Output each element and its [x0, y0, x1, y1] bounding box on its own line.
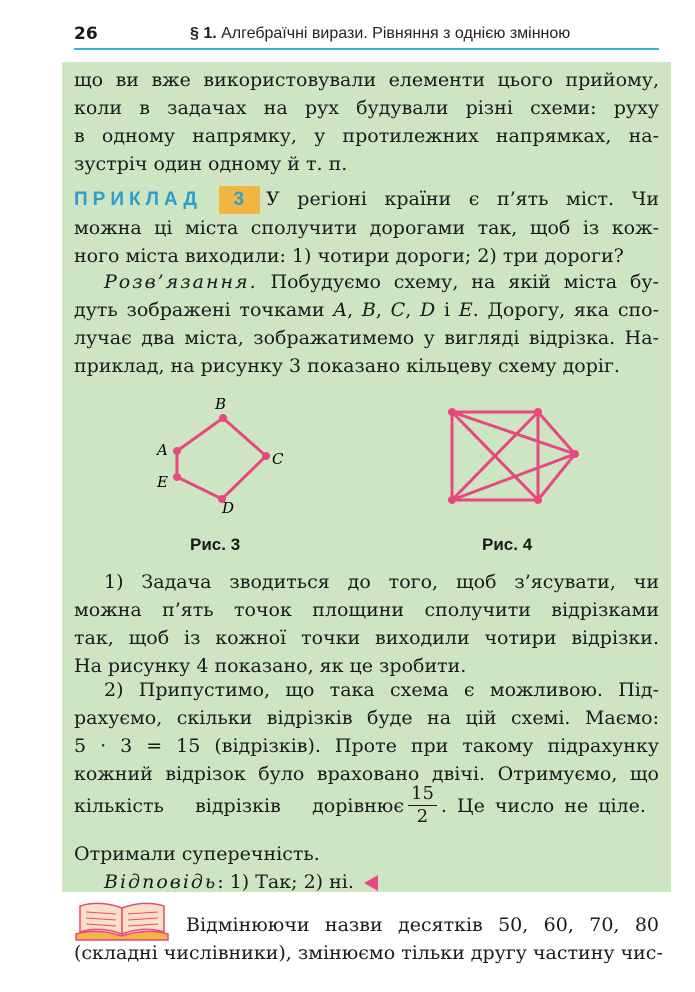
part1-line: можна п’ять точок площини сполучити відрізками [74, 599, 659, 621]
figure-3-ring-diagram [150, 395, 300, 520]
part2-last-line: Отримали суперечність. [74, 843, 320, 865]
answer-text: : 1) Так; 2) ні. [217, 871, 354, 893]
graph-vertex [571, 450, 579, 458]
graph-vertex [448, 496, 456, 504]
point-b: B [361, 299, 376, 321]
note-line: (складні числівники), змінюємо тільки другу частину чис- [74, 942, 663, 964]
answer-line [74, 868, 659, 896]
city-point-c [262, 452, 270, 460]
solution-text: дуть зображені точками [74, 299, 334, 321]
example-label: ПРИКЛАД [74, 189, 202, 210]
fraction-line [74, 783, 659, 835]
point-c: C [390, 299, 406, 321]
note-line: Відмінюючи назви десятків 50, 60, 70, 80 [186, 914, 659, 936]
intro-line: зустріч один одному й т. п. [74, 153, 348, 175]
point-a: A [333, 299, 348, 321]
label-c: C [272, 450, 284, 468]
intro-line: коли в задачах на рух будували різні схеми: руху [74, 97, 659, 119]
solution-label: Розв’язання. [104, 271, 258, 293]
note-paragraph [74, 911, 663, 967]
example-first-line [74, 185, 659, 214]
fraction-denominator: 2 [416, 806, 429, 827]
part2-line: 2) Припустимо, що така схема є можливою. Під- [104, 679, 659, 701]
part2-line: кожний відрізок було враховано двічі. Отримуємо, що [74, 763, 659, 785]
header-rule [74, 48, 659, 50]
example-number: 3 [219, 186, 260, 214]
graph-vertex [534, 408, 542, 416]
example-line: ного міста виходили: 1) чотири дороги; 2) три дороги? [74, 245, 624, 267]
part2-line: рахуємо, скільки відрізків буде на цій схемі. Маємо: [74, 707, 659, 729]
solution-line-text: Побудуємо схему, на якій міста бу- [270, 271, 659, 293]
section-number: § 1. [190, 25, 217, 42]
intro-paragraph [74, 66, 659, 178]
city-point-e [173, 473, 181, 481]
label-a: A [157, 441, 168, 459]
part2-conclusion [74, 840, 659, 896]
point-d: D [419, 299, 436, 321]
solution-text: . Дорогу, яка спо- [472, 299, 659, 321]
city-point-a [173, 447, 181, 455]
section-title [190, 25, 570, 43]
example-line-text: У регіоні країни є п’ять міст. Чи [266, 188, 659, 210]
section-title-text: Алгебраїчні вирази. Рівняння з однією змінною [216, 25, 571, 42]
label-e: E [157, 473, 168, 491]
graph-vertex [448, 408, 456, 416]
point-e: E [458, 299, 473, 321]
part1-line: На рисунку 4 показано, як це зробити. [74, 655, 467, 677]
label-b: B [215, 395, 227, 413]
solution-paragraph [74, 268, 659, 380]
city-point-b [219, 414, 227, 422]
conjunction: і [435, 299, 459, 321]
separator: , [375, 299, 391, 321]
page-header [74, 20, 659, 50]
end-marker-icon [364, 875, 378, 891]
part1-line: 1) Задача зводиться до того, щоб з’ясувати, чи [104, 571, 659, 593]
solution-line: приклад, на рисунку 3 показано кільцеву схему доріг. [74, 355, 620, 377]
fraction [408, 783, 437, 828]
intro-line: в одному напрямку, у протилежних напрямках, на- [74, 125, 659, 147]
example-line: можна ці міста сполучити дорогами так, щоб із кож- [74, 217, 659, 239]
solution-line [74, 296, 659, 324]
part2-paragraph [74, 676, 659, 788]
ring-road [177, 418, 266, 499]
graph-vertex [534, 496, 542, 504]
example-paragraph [74, 185, 659, 270]
part2-fraction-after: . Це число не ціле. [440, 794, 646, 817]
figure-3-caption: Рис. 3 [190, 535, 241, 554]
label-d: D [222, 499, 235, 517]
figure-4-caption: Рис. 4 [482, 535, 533, 554]
part1-line: так, щоб із кожної точки виходили чотири відрізки. [74, 627, 659, 649]
answer-label: Відповідь [104, 871, 218, 893]
intro-line: що ви вже використовували елементи цього прийому, [74, 69, 659, 91]
part2-line: 5 · 3 = 15 (відрізків). Проте при такому підрахунку [74, 735, 659, 757]
graph-edges [452, 412, 575, 500]
page-number: 26 [74, 24, 98, 44]
separator: , [347, 299, 362, 321]
fraction-numerator: 15 [408, 783, 437, 806]
figure-4-complete-graph [440, 400, 590, 515]
separator: , [405, 299, 420, 321]
part2-fraction-text: кількість відрізків дорівнює [74, 794, 404, 817]
part1-paragraph [74, 568, 659, 680]
solution-line [74, 268, 659, 296]
solution-line: лучає два міста, зображатимемо у вигляді відрізка. На- [74, 327, 659, 349]
